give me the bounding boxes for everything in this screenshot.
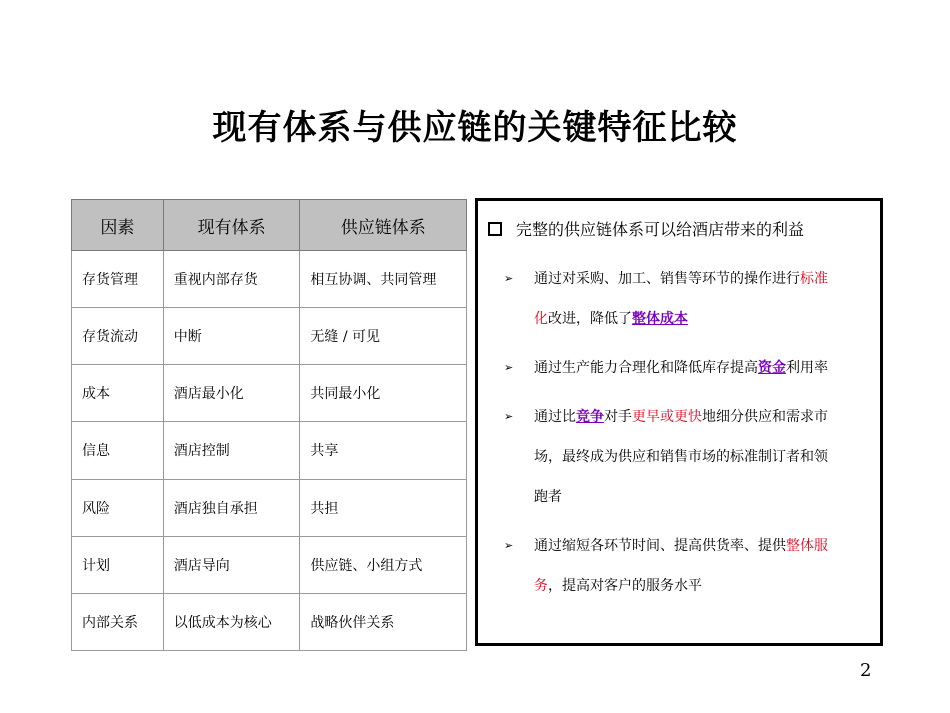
cell-supply-chain: 无缝 / 可见 [300,308,467,365]
table-row [72,593,467,650]
emphasis-text: 整体成本 [632,311,688,327]
cell-supply-chain: 共担 [300,479,467,536]
table-row [72,365,467,422]
benefit-text-segment: 通过对采购、加工、销售等环节的操作进行 [534,271,800,287]
header-current-system: 现有体系 [163,200,300,251]
cell-current: 酒店最小化 [163,365,300,422]
cell-current: 重视内部存货 [163,251,300,308]
cell-factor: 存货流动 [72,308,164,365]
benefit-text [534,271,828,327]
benefit-item [504,259,834,339]
table-row [72,308,467,365]
benefit-text [534,409,828,505]
cell-factor: 内部关系 [72,593,164,650]
emphasis-text: 更早或更快 [632,409,702,425]
benefits-list [504,259,834,615]
cell-factor: 计划 [72,536,164,593]
page-number: 2 [860,660,872,681]
cell-current: 酒店导向 [163,536,300,593]
hollow-square-bullet-icon [488,222,502,236]
benefits-heading-text: 完整的供应链体系可以给酒店带来的利益 [516,220,805,239]
benefit-item [504,526,834,606]
table-row [72,479,467,536]
cell-current: 酒店控制 [163,422,300,479]
emphasis-text: 标准化 [534,271,828,327]
table-row [72,422,467,479]
slide-title: 现有体系与供应链的关键特征比较 [212,108,738,148]
cell-supply-chain: 共享 [300,422,467,479]
cell-factor: 成本 [72,365,164,422]
cell-factor: 存货管理 [72,251,164,308]
table-row [72,536,467,593]
arrow-bullet-icon: ➢ [504,361,514,374]
table-row [72,251,467,308]
arrow-bullet-icon: ➢ [504,272,514,285]
table-header-row [72,200,467,251]
header-supply-chain-system: 供应链体系 [300,200,467,251]
arrow-bullet-icon: ➢ [504,539,514,552]
cell-factor: 风险 [72,479,164,536]
benefit-text-segment: 改进，降低了 [548,311,632,327]
benefit-item [504,397,834,517]
benefit-text-segment: 地细分供应和需求市场，最终成为供应和销售市场的标准制订者和领跑者 [534,409,828,505]
header-factor: 因素 [72,200,164,251]
emphasis-text: 资金 [758,360,786,376]
benefit-text-segment: 通过生产能力合理化和降低库存提高 [534,360,758,376]
emphasis-text: 整体服务 [534,538,828,594]
benefit-item [504,348,834,388]
comparison-table [71,199,467,651]
benefit-text-segment: 利用率 [786,360,828,376]
cell-supply-chain: 共同最小化 [300,365,467,422]
cell-current: 以低成本为核心 [163,593,300,650]
benefit-text-segment: 通过比 [534,409,576,425]
benefits-heading [488,217,804,240]
benefit-text-segment: 对手 [604,409,632,425]
benefit-text [534,538,828,594]
benefits-box [475,198,883,646]
cell-supply-chain: 供应链、小组方式 [300,536,467,593]
benefit-text [534,360,828,376]
benefit-text-segment: 通过缩短各环节时间、提高供货率、提供 [534,538,786,554]
cell-factor: 信息 [72,422,164,479]
arrow-bullet-icon: ➢ [504,410,514,423]
cell-supply-chain: 相互协调、共同管理 [300,251,467,308]
cell-current: 中断 [163,308,300,365]
cell-current: 酒店独自承担 [163,479,300,536]
emphasis-text: 竞争 [576,409,604,425]
benefit-text-segment: ，提高对客户的服务水平 [548,578,702,594]
cell-supply-chain: 战略伙伴关系 [300,593,467,650]
